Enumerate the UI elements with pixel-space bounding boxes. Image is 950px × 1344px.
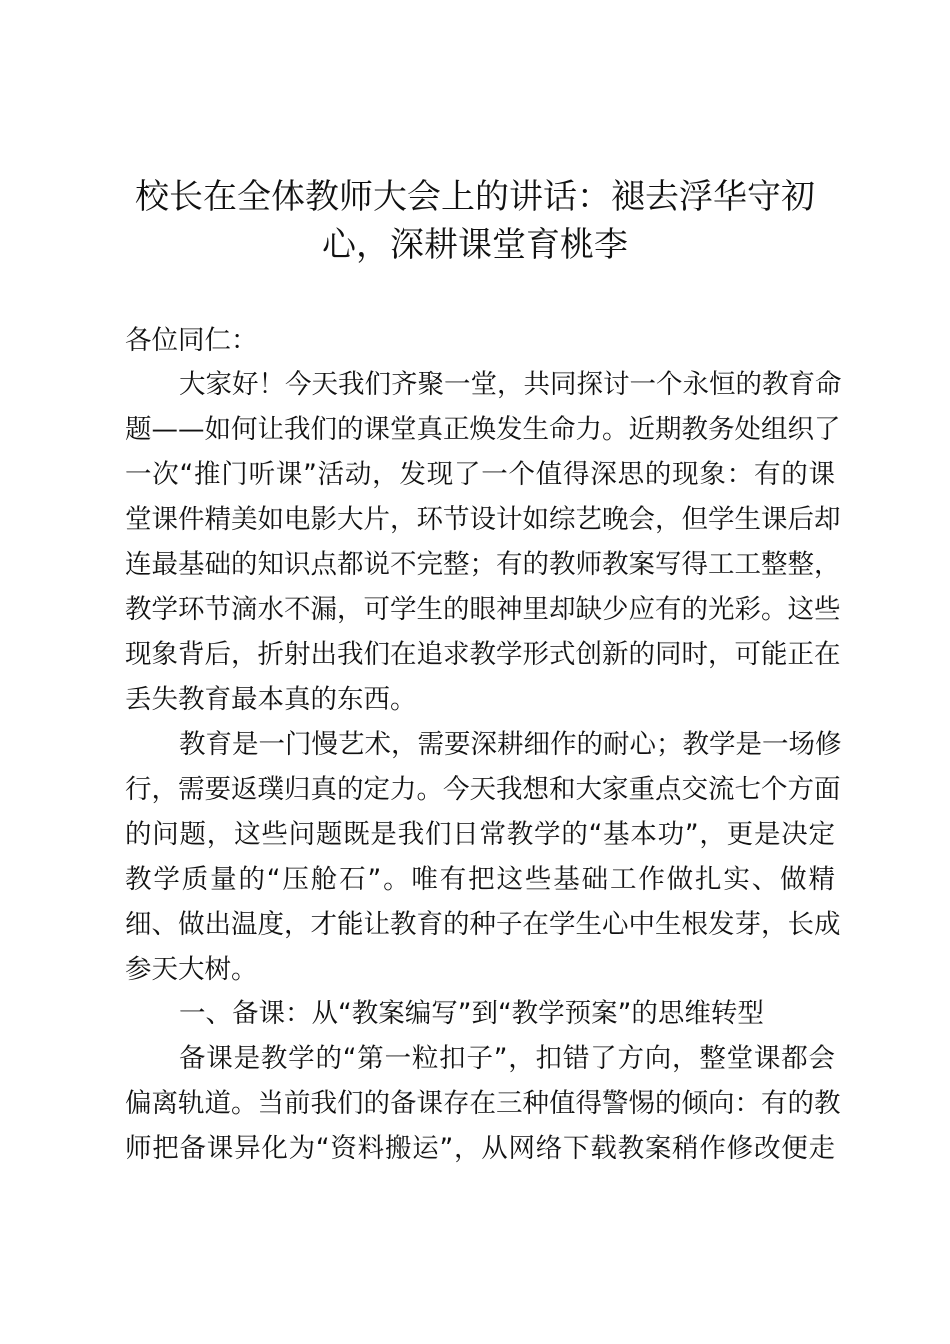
paragraph-line: 参天大树。 [125,954,258,985]
section-heading: 一、备课：从“教案编写”到“教学预案”的思维转型 [179,998,764,1029]
paragraph-line: 备课是教学的“第一粒扣子”，扣错了方向，整堂课都会 [179,1043,835,1074]
paragraph-line: 一次“推门听课”活动，发现了一个值得深思的现象：有的课 [125,459,835,490]
paragraph-line: 教学环节滴水不漏，可学生的眼神里却缺少应有的光彩。这些 [125,594,841,625]
paragraph-line: 丢失教育最本真的东西。 [125,684,417,715]
paragraph-line: 连最基础的知识点都说不完整；有的教师教案写得工工整整， [125,549,841,580]
paragraph-line: 大家好！今天我们齐聚一堂，共同探讨一个永恒的教育命 [179,369,842,400]
paragraph-line: 现象背后，折射出我们在追求教学形式创新的同时，可能正在 [125,639,841,670]
paragraph-line: 教学质量的“压舱石”。唯有把这些基础工作做扎实、做精 [125,864,835,895]
document-title-line-1: 校长在全体教师大会上的讲话：褪去浮华守初 [135,177,815,217]
paragraph-line: 偏离轨道。当前我们的备课存在三种值得警惕的倾向：有的教 [125,1088,841,1119]
paragraph-line: 细、做出温度，才能让教育的种子在学生心中生根发芽，长成 [125,909,841,940]
document-title-line-2: 心，深耕课堂育桃李 [322,225,628,265]
salutation: 各位同仁： [125,325,258,356]
paragraph-line: 的问题，这些问题既是我们日常教学的“基本功”，更是决定 [125,819,835,850]
paragraph-line: 行，需要返璞归真的定力。今天我想和大家重点交流七个方面 [125,774,841,805]
paragraph-line: 师把备课异化为“资料搬运”，从网络下载教案稍作修改便走 [125,1133,835,1164]
paragraph-line: 堂课件精美如电影大片，环节设计如综艺晚会，但学生课后却 [125,504,841,535]
paragraph-line: 教育是一门慢艺术，需要深耕细作的耐心；教学是一场修 [179,729,842,760]
paragraph-line: 题——如何让我们的课堂真正焕发生命力。近期教务处组织了 [125,414,841,445]
